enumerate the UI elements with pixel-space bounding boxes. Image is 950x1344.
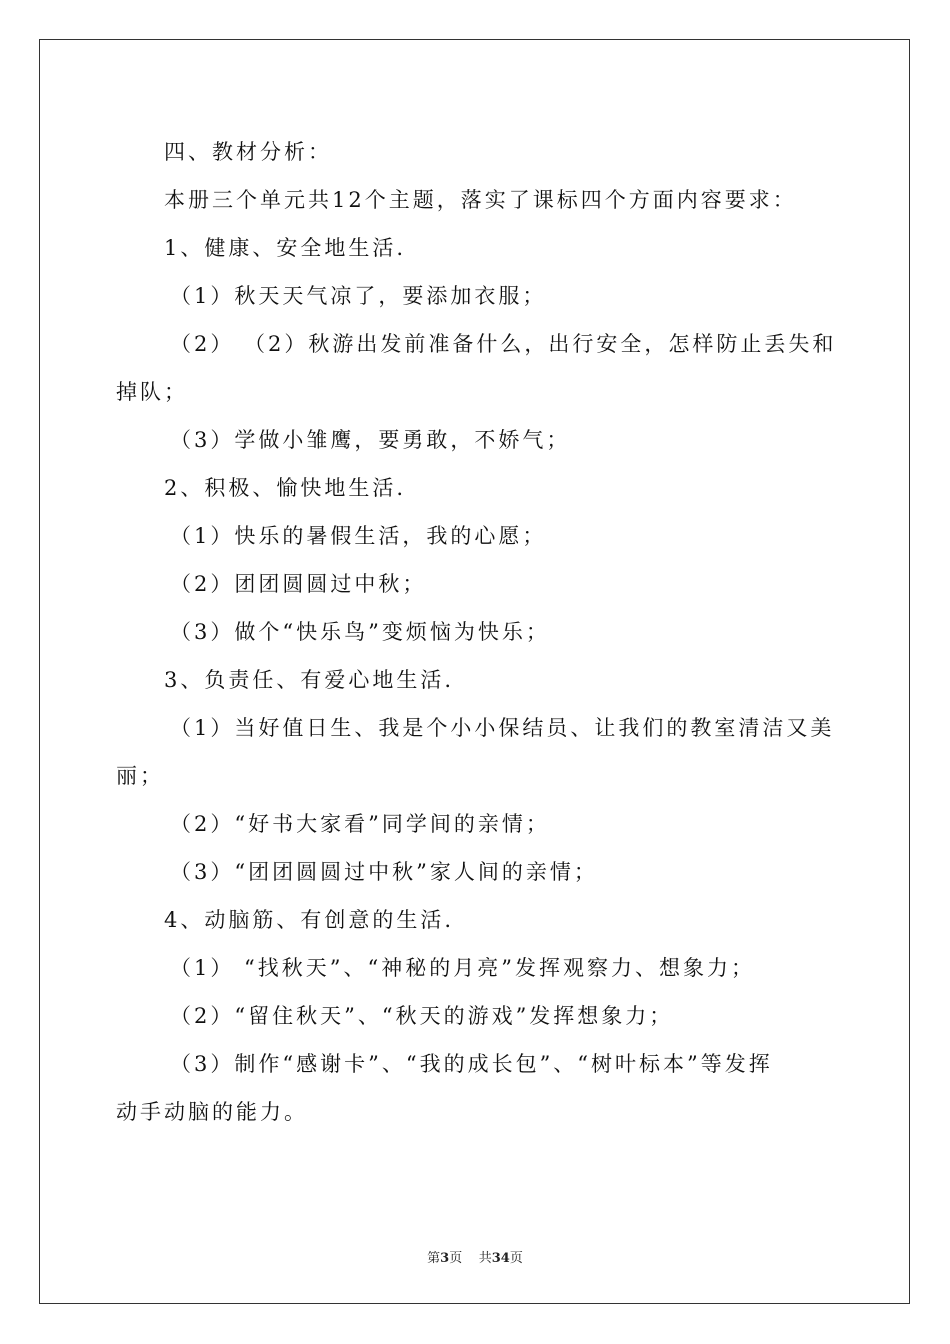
footer-total-suffix: 页	[509, 1251, 523, 1266]
text-line: （2）团团圆圆过中秋；	[170, 572, 427, 596]
text-line: （1）秋天天气凉了，要添加衣服；	[170, 284, 547, 308]
footer-page-number: 3	[440, 1251, 450, 1266]
text-line: （2）“留住秋天”、“秋天的游戏”发挥想象力；	[170, 1004, 674, 1028]
text-line: 4、动脑筋、有创意的生活.	[164, 908, 455, 932]
text-line: 丽；	[116, 764, 164, 788]
page-footer	[0, 1247, 950, 1266]
footer-page-suffix: 页	[449, 1251, 463, 1266]
footer-page-prefix: 第	[427, 1251, 441, 1266]
text-line: 1、健康、安全地生活.	[164, 236, 407, 260]
text-line: （3）学做小雏鹰，要勇敢，不娇气；	[170, 428, 571, 452]
text-line: 2、积极、愉快地生活.	[164, 476, 407, 500]
text-line: （1）当好值日生、我是个小小保结员、让我们的教室清洁又美	[170, 716, 835, 740]
footer-total-pages: 34	[491, 1251, 510, 1266]
text-line: 3、负责任、有爱心地生活.	[164, 668, 455, 692]
text-line: （3）“团团圆圆过中秋”家人间的亲情；	[170, 860, 598, 884]
document-body	[116, 128, 836, 1136]
text-line: 掉队；	[116, 380, 188, 404]
text-line: （2） （2）秋游出发前准备什么，出行安全，怎样防止丢失和	[170, 332, 837, 356]
text-line: （2）“好书大家看”同学间的亲情；	[170, 812, 550, 836]
text-line: （1） “找秋天”、“神秘的月亮”发挥观察力、想象力；	[170, 956, 755, 980]
text-line: 本册三个单元共12个主题，落实了课标四个方面内容要求：	[164, 188, 797, 212]
footer-total-prefix: 共	[478, 1251, 492, 1266]
text-line: 动手动脑的能力。	[116, 1100, 308, 1124]
text-line: （1）快乐的暑假生活，我的心愿；	[170, 524, 547, 548]
text-line: 四、教材分析：	[164, 140, 332, 164]
text-line: （3）做个“快乐鸟”变烦恼为快乐；	[170, 620, 550, 644]
text-line: （3）制作“感谢卡”、“我的成长包”、“树叶标本”等发挥	[170, 1052, 773, 1076]
